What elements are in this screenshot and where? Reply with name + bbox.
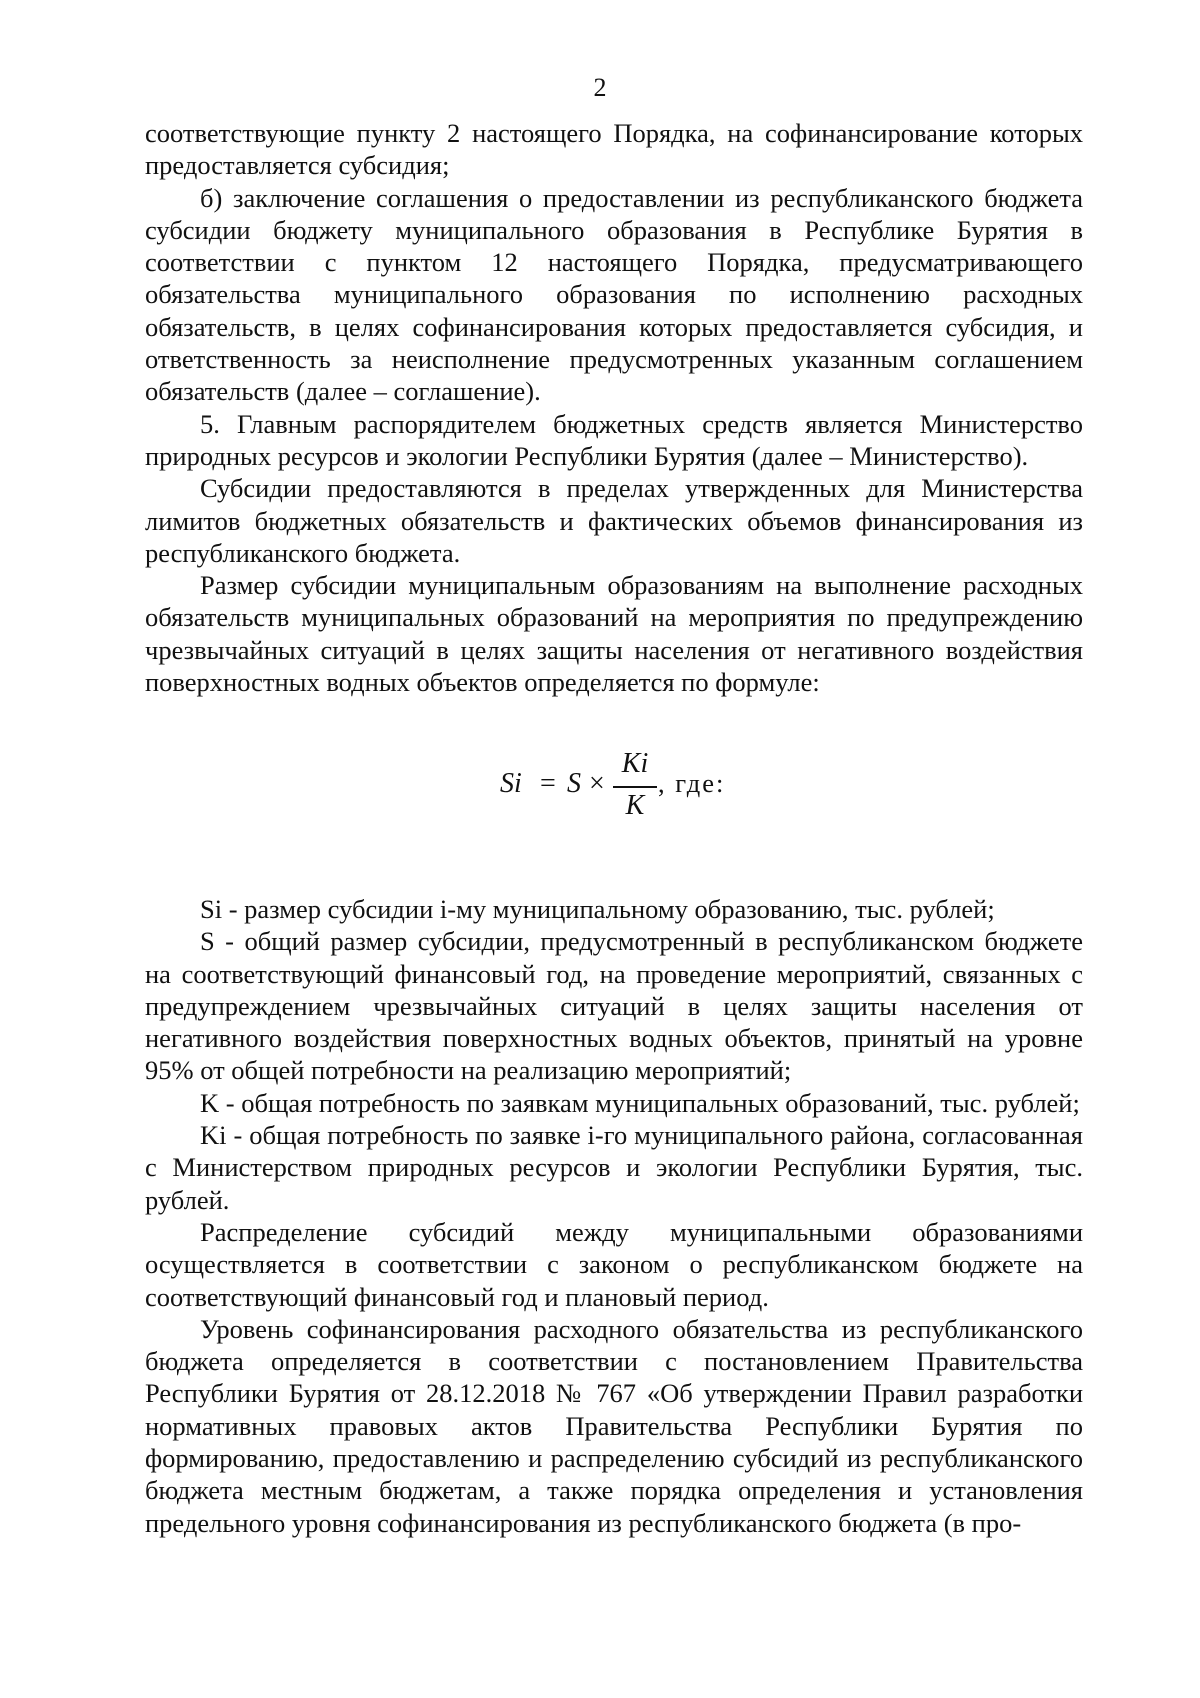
formula-factor: S — [567, 768, 581, 799]
formula-fraction-bar — [613, 786, 657, 788]
page-number: 2 — [593, 73, 607, 102]
paragraph-item-b: б) заключение соглашения о предоставлении из республиканского бюджета субсидии бюджету муниципального образования в Республике Бурятия в соответствии с пунктом 12 настоящего Порядка, предусматривающего обязательства муниципального образования по исполнению расходных обязательств, в целях софинансирования которых предоставляется субсидия, и ответственность за неисполнение предусмотренных указанным соглашением обязательств (далее – соглашение). — [145, 182, 1083, 407]
paragraph-continuation: соответствующие пункту 2 настоящего Порядка, на софинансирование которых предоставляется субсидия; — [145, 118, 1083, 181]
formula-denominator: K — [625, 790, 645, 821]
paragraph-distribution: Распределение субсидий между муниципальными образованиями осуществляется в соответствии с законом о республиканском бюджете на соответствующий финансовый год и плановый период. — [145, 1216, 1083, 1312]
formula-lhs: Si — [500, 768, 522, 799]
definition-s: S - общий размер субсидии, предусмотренный в республиканском бюджете на соответствующий финансовый год, на проведение мероприятий, связанных с предупреждением чрезвычайных ситуаций в целях защиты населения от негативного воздействия поверхностных водных объектов, принятый на уровне 95% от общей потребности на реализацию мероприятий; — [145, 926, 1083, 1086]
body-text-top — [145, 117, 1083, 698]
formula-equals: = — [540, 768, 556, 799]
body-text-bottom — [145, 893, 1083, 1539]
definition-k: K - общая потребность по заявкам муниципальных образований, тыс. рублей; — [200, 1087, 1080, 1118]
subsidy-formula — [0, 748, 1200, 828]
paragraph-item-5: 5. Главным распорядителем бюджетных средств является Министерство природных ресурсов и экологии Республики Бурятия (далее – Министерство). — [145, 408, 1083, 471]
paragraph-subsidy-size: Размер субсидии муниципальным образованиям на выполнение расходных обязательств муниципальных образований на мероприятия по предупреждению чрезвычайных ситуаций в целях защиты населения от негативного воздействия поверхностных водных объектов определяется по формуле: — [145, 570, 1083, 698]
definition-ki: Ki - общая потребность по заявке i-го муниципального района, согласованная с Министерством природных ресурсов и экологии Республики Бурятия, тыс. рублей. — [145, 1120, 1083, 1215]
paragraph-cofinancing-level: Уровень софинансирования расходного обязательства из республиканского бюджета определяется в соответствии с постановлением Правительства Республики Бурятия от 28.12.2018 № 767 «Об утверждении Правил разработки нормативных правовых актов Правительства Республики Бурятия по формированию, предоставлению и распределению субсидий из республиканского бюджета местным бюджетам, а также порядка определения и установления предельного уровня софинансирования из республиканского бюджета (в про- — [145, 1313, 1083, 1538]
definition-si: Si - размер субсидии i-му муниципальному образованию, тыс. рублей; — [200, 894, 995, 924]
formula-numerator: Ki — [621, 748, 649, 779]
formula-tail: , где: — [658, 768, 726, 798]
formula-times: × — [589, 768, 605, 799]
paragraph-subsidy-limits: Субсидии предоставляются в пределах утвержденных для Министерства лимитов бюджетных обязательств и фактических объемов финансирования из республиканского бюджета. — [145, 473, 1083, 568]
